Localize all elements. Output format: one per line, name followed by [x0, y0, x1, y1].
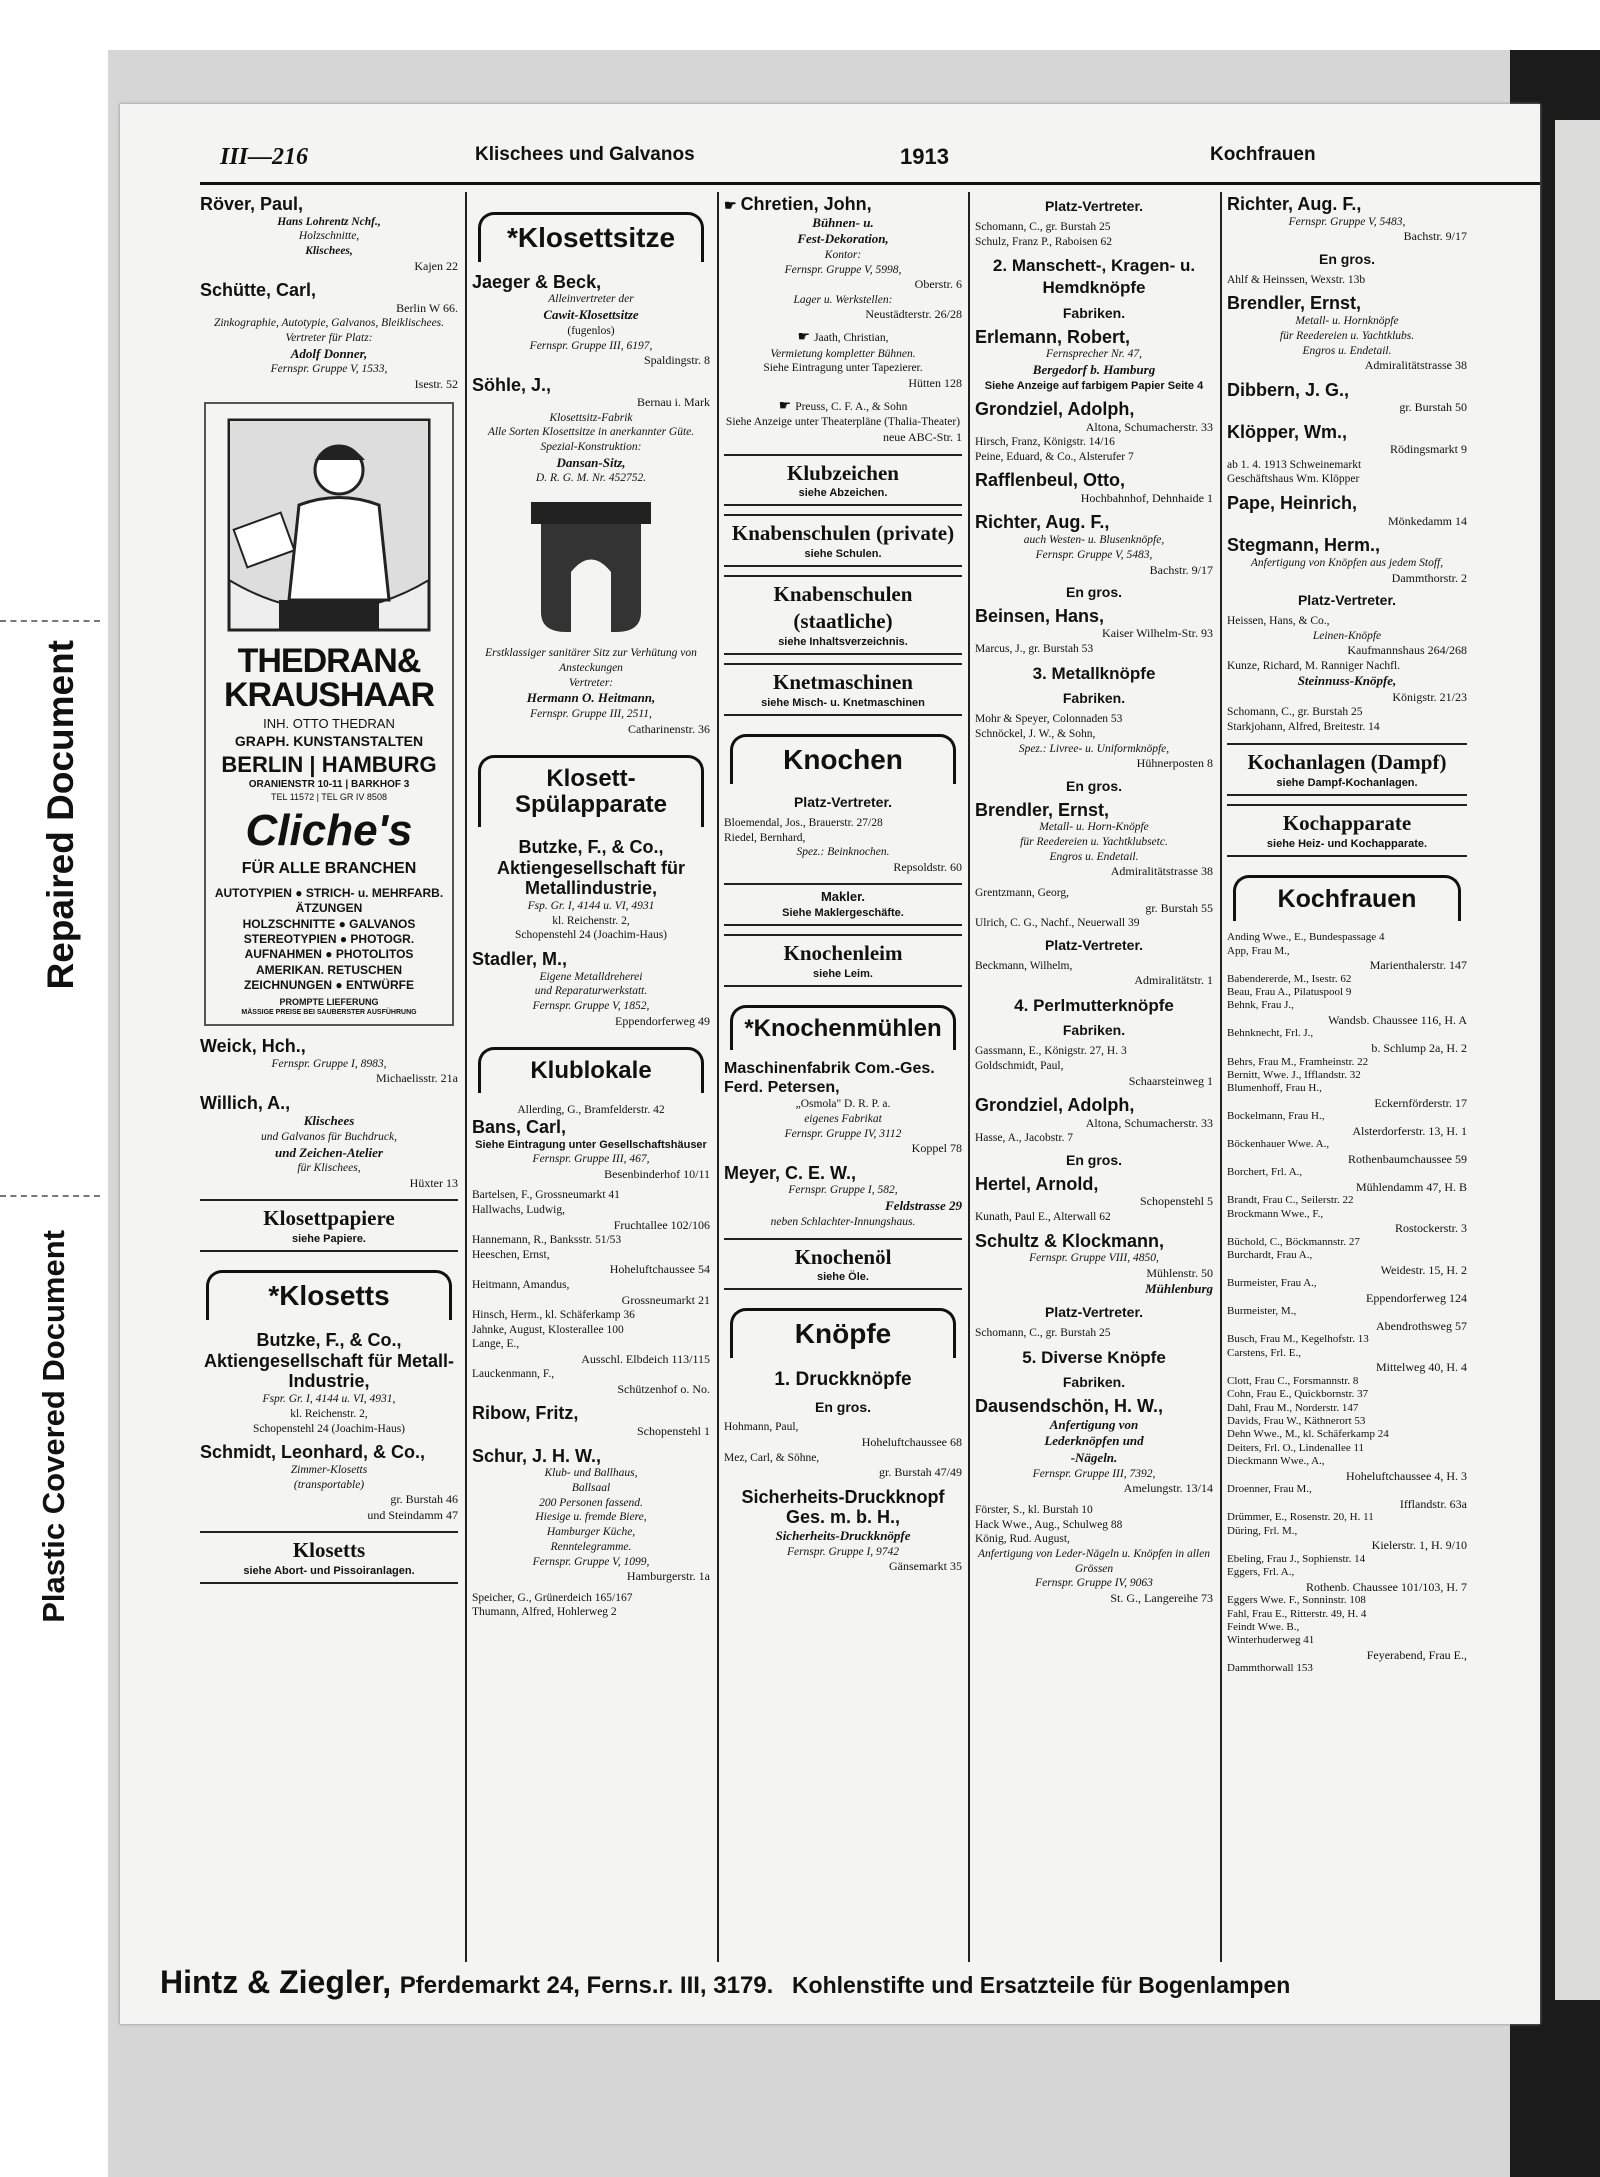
pointing-hand-icon: ☛ [724, 197, 737, 213]
section-box-knochen: Knochen [730, 734, 956, 784]
list-item: Förster, S., kl. Burstah 10 Hack Wwe., Aug., Schulweg 88 König, Rud. August, Anfertigung von Leder-Nägeln u. Knöpfen in allen Grössen Fernspr. Gruppe IV, 9063 St. G., Langereihe 73 [975, 1503, 1213, 1606]
list-item: Butzke, F., & Co., Aktiengesellschaft für Metall-Industrie, Fspr. Gr. I, 4144 u. VI, 4931, kl. Reichenstr. 2, Schopenstehl 24 (Joachim-Haus) [203, 1330, 455, 1435]
column-rule [968, 192, 970, 1962]
document-page [120, 104, 1540, 2024]
list-item: Erlemann, Robert, Fernsprecher Nr. 47, Bergedorf b. Hamburg Siehe Anzeige auf farbigem Papier Seite 4 [975, 326, 1204, 392]
list-item: Dibbern, J. G., gr. Burstah 50 [1227, 379, 1467, 415]
page-number: III—216 [220, 144, 309, 170]
list-item: Grentzmann, Georg, gr. Burstah 55 Ulrich, C. G., Nachf., Neuerwall 39 [975, 886, 1213, 929]
footer-company: Hintz & Ziegler, [160, 1964, 392, 2000]
list-item: Pape, Heinrich, Mönkedamm 14 [1227, 493, 1467, 528]
section-box-knoepfe: Knöpfe [730, 1308, 956, 1358]
list-item: Mohr & Speyer, Colonnaden 53 Schnöckel, J. W., & Sohn, Spez.: Livree- u. Uniformknöpfe, Hühnerposten 8 [975, 713, 1213, 771]
column-1 [200, 194, 458, 1954]
list-item: Jaeger & Beck, Alleinvertreter der Cawit-Klosettsitze (fugenlos) Fernspr. Gruppe III, 6197, Spaldingstr. 8 [472, 271, 710, 368]
list-item: Stegmann, Herm., Anfertigung von Knöpfen aus jedem Stoff, Dammthorstr. 2 [1227, 535, 1467, 585]
list-item: Hohmann, Paul, Hoheluftchaussee 68 Mez, Carl, & Söhne, gr. Burstah 47/49 [724, 1421, 962, 1480]
section-knochenoel: Knochenöl siehe Öle. [724, 1238, 962, 1291]
column-3: ☛ Chretien, John, Bühnen- u. Fest-Dekoration, Kontor: Fernspr. Gruppe V, 5998, Oberstr. 6 Lager u. Werkstellen: Neustädterstr. 26/28 ☛ Jaath, Christian, Vermietung kompletter Bühnen. Siehe Eintragung unter Tapezierer. Hütten 128 ☛ Preuss, C. F. A., & Sohn Siehe Anzeige unter Theaterpläne (Thalia-Theater) neue ABC-Str. 1 Klubzeichen siehe Abzeichen. Knabenschulen (private) siehe Schulen. Knabenschulen (staatliche) siehe Inhaltsverzeichnis. Knetmaschinen siehe Misch- u. Knetmaschinen Knochen Platz-Vertreter. Bloemendal, Jos., Brauerstr. 27/28 Riedel, Bernhard, Spez.: Beinknochen. Repsoldstr. 60 Makler. Siehe Maklergeschäfte. Knochenleim siehe Leim. *Knochenmühlen Maschinenfabrik Com.-Ges. Ferd. Petersen, „Osmola" D. R. P. a. eigenes Fabrikat Fernspr. Gruppe IV, 3112 Koppel 78 Meyer, C. E. W., Fernspr. Gruppe I, 582, Feldstrasse 29 neben Schlachter-Innungshaus. Knochenöl siehe Öle. Knöpfe 1. Druckknöpfe En gros. Hohmann, Paul, Hoheluftchaussee 68 Mez, Carl, & Söhne, gr. Burstah 47/49 Sicherheits-Druckknopf Ges. m. b. H., Sicherheits-Druckknöpfe Fernspr. Gruppe I, 9742 Gänsemarkt 35 [724, 194, 962, 1574]
list-item: Ahlf & Heinssen, Wexstr. 13b [1227, 273, 1366, 286]
page-header [200, 144, 1530, 174]
list-item: Bloemendal, Jos., Brauerstr. 27/28 Riedel, Bernhard, Spez.: Beinknochen. Repsoldstr. 60 [724, 816, 962, 875]
list-item: Schultz & Klockmann, Fernspr. Gruppe VIII, 4850, Mühlenstr. 50 Mühlenburg [975, 1230, 1213, 1297]
plastic-covered-label: Plastic Covered Document [36, 1230, 71, 1623]
section-kochanlagen: Kochanlagen (Dampf) siehe Dampf-Kochanlagen. [1227, 743, 1467, 796]
column-rule [717, 192, 719, 1962]
list-item: Allerding, G., Bramfelderstr. 42 [517, 1103, 665, 1116]
list-item: Schomann, C., gr. Burstah 25 Schulz, Franz P., Raboisen 62 [975, 220, 1113, 248]
list-item: Richter, Aug. F., Fernspr. Gruppe V, 5483, Bachstr. 9/17 [1227, 194, 1467, 244]
section-box-klosett-spuelapparate: Klosett-Spülapparate [478, 755, 704, 827]
list-item: Schur, J. H. W., Klub- und Ballhaus, Ballsaal 200 Personen fassend. Hiesige u. fremde Biere, Hamburger Küche, Renntelegramme. Fernspr. Gruppe V, 1099, Hamburgerstr. 1a [472, 1445, 710, 1584]
section-box-klosetts: *Klosetts [206, 1270, 452, 1320]
list-item: Grondziel, Adolph, Altona, Schumacherstr. 33 Hasse, A., Jacobstr. 7 [975, 1095, 1213, 1145]
section-makler: Makler. Siehe Maklergeschäfte. [724, 883, 962, 926]
section-klosettpapiere: Klosettpapiere siehe Papiere. [200, 1199, 458, 1252]
header-right: Kochfrauen [1210, 144, 1316, 165]
section-klosetts: Klosetts siehe Abort- und Pissoiranlagen. [200, 1531, 458, 1584]
pointing-hand-icon: ☛ [778, 398, 792, 414]
section-knochenleim: Knochenleim siehe Leim. [724, 934, 962, 987]
list-item: ☛ Chretien, John, Bühnen- u. Fest-Dekoration, Kontor: Fernspr. Gruppe V, 5998, Oberstr. 6 Lager u. Werkstellen: Neustädterstr. 26/28 [724, 194, 962, 322]
column-rule [1220, 192, 1222, 1962]
list-item: Beckmann, Wilhelm, Admiralitätstr. 1 [975, 959, 1213, 988]
list-item: Sicherheits-Druckknopf Ges. m. b. H., Sicherheits-Druckknöpfe Fernspr. Gruppe I, 9742 Gänsemarkt 35 [741, 1486, 962, 1574]
list-item: Weick, Hch., Fernspr. Gruppe I, 8983, Michaelisstr. 21a [200, 1035, 458, 1086]
list-item: Gassmann, E., Königstr. 27, H. 3 Goldschmidt, Paul, Schaarsteinweg 1 [975, 1045, 1213, 1088]
section-box-klublokale: Klublokale [478, 1047, 704, 1092]
list-item: Klöpper, Wm., Rödingsmarkt 9 ab 1. 4. 1913 Schweinemarkt Geschäftshaus Wm. Klöpper [1227, 421, 1467, 486]
column-2 [472, 194, 710, 1954]
list-item: Stadler, M., Eigene Metalldreherei und Reparaturwerkstatt. Fernspr. Gruppe V, 1852, Eppendorferweg 49 [472, 949, 710, 1028]
reader-illustration [219, 410, 439, 640]
column-4: Platz-Vertreter. Schomann, C., gr. Burstah 25 Schulz, Franz P., Raboisen 62 2. Manschett-, Kragen- u. Hemdknöpfe Fabriken. Erlemann, Robert, Fernsprecher Nr. 47, Bergedorf b. Hamburg Siehe Anzeige auf farbigem Papier Seite 4 Grondziel, Adolph, Altona, Schumacherstr. 33 Hirsch, Franz, Königstr. 14/16 Peine, Eduard, & Co., Alsterufer 7 Rafflenbeul, Otto, Hochbahnhof, Dehnhaide 1 Richter, Aug. F., auch Westen- u. Blusenknöpfe, Fernspr. Gruppe V, 5483, Bachstr. 9/17 En gros. Beinsen, Hans, Kaiser Wilhelm-Str. 93 Marcus, J., gr. Burstah 53 3. Metallknöpfe Fabriken. Mohr & Speyer, Colonnaden 53 Schnöckel, J. W., & Sohn, Spez.: Livree- u. Uniformknöpfe, Hühnerposten 8 En gros. Brendler, Ernst, Metall- u. Horn-Knöpfe für Reedereien u. Yachtklubsetc. Engros u. Endetail. Admiralitätstrasse 38 Grentzmann, Georg, gr. Burstah 55 Ulrich, C. G., Nachf., Neuerwall 39 Platz-Vertreter. Beckmann, Wilhelm, Admiralitätstr. 1 4. Perlmutterknöpfe Fabriken. Gassmann, E., Königstr. 27, H. 3 Goldschmidt, Paul, Schaarsteinweg 1 Grondziel, Adolph, Altona, Schumacherstr. 33 Hasse, A., Jacobstr. 7 En gros. Hertel, Arnold, Schopenstehl 5 Kunath, Paul E., Alterwall 62 Schultz & Klockmann, Fernspr. Gruppe VIII, 4850, Mühlenstr. 50 Mühlenburg Platz-Vertreter. Schomann, C., gr. Burstah 25 5. Diverse Knöpfe Fabriken. Dausendschön, H. W., Anfertigung von Lederknöpfen und -Nägeln. Fernspr. Gruppe III, 7392, Amelungstr. 13/14 Förster, S., kl. Burstah 10 Hack Wwe., Aug., Schulweg 88 König, Rud. August, Anfertigung von Leder-Nägeln u. Knöpfen in allen Grössen Fernspr. Gruppe IV, 9063 St. G., Langereihe 73 [975, 198, 1213, 1606]
list-item: Rafflenbeul, Otto, Hochbahnhof, Dehnhaide 1 [975, 470, 1213, 506]
header-section: Klischees und Galvanos [475, 144, 695, 165]
header-rule [200, 182, 1540, 185]
list-item: Willich, A., Klischees und Galvanos für Buchdruck, und Zeichen-Atelier für Klischees, Hüxter 13 [200, 1092, 458, 1190]
list-item: Beinsen, Hans, Kaiser Wilhelm-Str. 93 Marcus, J., gr. Burstah 53 [975, 605, 1213, 655]
pointing-hand-icon: ☛ [797, 329, 811, 345]
section-knabenschulen-private: Knabenschulen (private) siehe Schulen. [724, 514, 962, 567]
section-knabenschulen-staatliche: Knabenschulen (staatliche) siehe Inhaltsverzeichnis. [724, 575, 962, 655]
list-item: Richter, Aug. F., auch Westen- u. Blusenknöpfe, Fernspr. Gruppe V, 5483, Bachstr. 9/17 [975, 512, 1213, 577]
list-item: Schmidt, Leonhard, & Co., Zimmer-Klosetts (transportable) gr. Burstah 46 und Steindamm 47 [200, 1442, 458, 1522]
section-box-klosettsitze: *Klosettsitze [478, 212, 704, 262]
list-item: Schütte, Carl, Berlin W 66. Zinkographie, Autotypie, Galvanos, Bleiklischees. Vertreter für Platz: Adolf Donner, Fernspr. Gruppe V, 1533, Isestr. 52 [200, 280, 458, 392]
section-box-knochenmuehlen: *Knochenmühlen [730, 1005, 956, 1050]
dash-marker-top [0, 620, 100, 622]
club-list: Bartelsen, F., Grossneumarkt 41 Hallwachs, Ludwig, Fruchtallee 102/106 Hannemann, R., Banksstr. 51/53 Heeschen, Ernst, Hoheluftchaussee 54 Heitmann, Amandus, Grossneumarkt 21 Hinsch, Herm., kl. Schäferkamp 36 Jahnke, August, Klosterallee 100 Lange, E., Ausschl. Elbdeich 113/115 Lauckenmann, F., Schützenhof o. No. [472, 1189, 710, 1397]
section-knetmaschinen: Knetmaschinen siehe Misch- u. Knetmaschinen [724, 663, 962, 716]
toilet-seat-illustration [472, 492, 710, 646]
footer-products: Kohlenstifte und Ersatzteile für Bogenlampen [791, 1972, 1291, 1998]
dash-marker-bottom [0, 1195, 100, 1197]
page-footer [160, 1964, 1540, 2008]
list-item: Butzke, F., & Co., Aktiengesellschaft für Metallindustrie, Fsp. Gr. I, 4144 u. VI, 4931 kl. Reichenstr. 2, Schopenstehl 24 (Joachim-Haus) [496, 836, 686, 942]
column-rule [465, 192, 467, 1962]
list-item: Schomann, C., gr. Burstah 25 [975, 1326, 1111, 1339]
kochfrauen-list: Anding Wwe., E., Bundespassage 4 App, Frau M., Marienthalerstr. 147 Babendererde, M., Isestr. 62 Beau, Frau A., Pilatuspool 9 Behnk, Frau J., Wandsb. Chaussee 116, H. A Behnknecht, Frl. J., b. Schlump 2a, H. 2 Behrs, Frau M., Framheinstr. 22 Bernitt, Wwe. J., Ifflandstr. 32 Blumenhoff, Frau H., Eckernförderstr. 17 Bockelmann, Frau H., Alsterdorferstr. 13, H. 1 Böckenhauer Wwe. A., Rothenbaumchaussee 59 Borchert, Frl. A., Mühlendamm 47, H. B Brandt, Frau C., Seilerstr. 22 Brockmann Wwe., F., Rostockerstr. 3 Büchold, C., Böckmannstr. 27 Burchardt, Frau A., Weidestr. 15, H. 2 Burmeister, Frau A., Eppendorferweg 124 Burmeister, M., Abendrothsweg 57 Busch, Frau M., Kegelhofstr. 13 Carstens, Frl. E., Mittelweg 40, H. 4 Clott, Frau C., Forsmannstr. 8 Cohn, Frau E., Quickbornstr. 37 Dahl, Frau M., Norderstr. 147 Davids, Frau W., Käthnerort 53 Dehn Wwe., M., kl. Schäferkamp 24 Deiters, Frl. O., Lindenallee 11 Dieckmann Wwe., A., Hoheluftchaussee 4, H. 3 Droenner, Frau M., Ifflandstr. 63a Drümmer, E., Rosenstr. 20, H. 11 Düring, Frl. M., Kielerstr. 1, H. 9/10 Ebeling, Frau J., Sophienstr. 14 Eggers, Frl. A., Rothenb. Chaussee 101/103, H. 7 Eggers Wwe. F., Sonninstr. 108 Fahl, Frau E., Ritterstr. 49, H. 4 Feindt Wwe. B., Winterhuderweg 41 Feyerabend, Frau E., Dammthorwall 153 [1227, 931, 1467, 1675]
list-item: Brendler, Ernst, Metall- u. Hornknöpfe für Reedereien u. Yachtklubs. Engros u. Endetail. Admiralitätstrasse 38 [1227, 293, 1467, 373]
list-item: Hertel, Arnold, Schopenstehl 5 Kunath, Paul E., Alterwall 62 [975, 1173, 1213, 1223]
repaired-document-label: Repaired Document [40, 640, 81, 990]
footer-address: Pferdemarkt 24, Ferns.r. III, 3179. [399, 1972, 774, 1999]
column-5: Richter, Aug. F., Fernspr. Gruppe V, 5483, Bachstr. 9/17 En gros. Ahlf & Heinssen, Wexstr. 13b Brendler, Ernst, Metall- u. Hornknöpfe für Reedereien u. Yachtklubs. Engros u. Endetail. Admiralitätstrasse 38 Dibbern, J. G., gr. Burstah 50 Klöpper, Wm., Rödingsmarkt 9 ab 1. 4. 1913 Schweinemarkt Geschäftshaus Wm. Klöpper Pape, Heinrich, Mönkedamm 14 Stegmann, Herm., Anfertigung von Knöpfen aus jedem Stoff, Dammthorstr. 2 Platz-Vertreter. Heissen, Hans, & Co., Leinen-Knöpfe Kaufmannshaus 264/268 Kunze, Richard, M. Ranniger Nachfl. Steinnuss-Knöpfe, Königstr. 21/23 Schomann, C., gr. Burstah 25 Starkjohann, Alfred, Breitestr. 14 Kochanlagen (Dampf) siehe Dampf-Kochanlagen. Kochapparate siehe Heiz- und Kochapparate. Kochfrauen Anding Wwe., E., Bundespassage 4 App, Frau M., Marienthalerstr. 147 Babendererde, M., Isestr. 62 Beau, Frau A., Pilatuspool 9 Behnk, Frau J., Wandsb. Chaussee 116, H. A Behnknecht, Frl. J., b. Schlump 2a, H. 2 Behrs, Frau M., Framheinstr. 22 Bernitt, Wwe. J., Ifflandstr. 32 Blumenhoff, Frau H., Eckernförderstr. 17 Bockelmann, Frau H., Alsterdorferstr. 13, H. 1 Böckenhauer Wwe. A., Rothenbaumchaussee 59 Borchert, Frl. A., Mühlendamm 47, H. B Brandt, Frau C., Seilerstr. 22 Brockmann Wwe., F., Rostockerstr. 3 Büchold, C., Böckmannstr. 27 Burchardt, Frau A., Weidestr. 15, H. 2 Burmeister, Frau A., Eppendorferweg 124 Burmeister, M., Abendrothsweg 57 Busch, Frau M., Kegelhofstr. 13 Carstens, Frl. E., Mittelweg 40, H. 4 Clott, Frau C., Forsmannstr. 8 Cohn, Frau E., Quickbornstr. 37 Dahl, Frau M., Norderstr. 147 Davids, Frau W., Käthnerort 53 Dehn Wwe., M., kl. Schäferkamp 24 Deiters, Frl. O., Lindenallee 11 Dieckmann Wwe., A., Hoheluftchaussee 4, H. 3 Droenner, Frau M., Ifflandstr. 63a Drümmer, E., Rosenstr. 20, H. 11 Düring, Frl. M., Kielerstr. 1, H. 9/10 Ebeling, Frau J., Sophienstr. 14 Eggers, Frl. A., Rothenb. Chaussee 101/103, H. 7 Eggers Wwe. F., Sonninstr. 108 Fahl, Frau E., Ritterstr. 49, H. 4 Feindt Wwe. B., Winterhuderweg 41 Feyerabend, Frau E., Dammthorwall 153 [1227, 194, 1467, 1675]
list-item: Ribow, Fritz, Schopenstehl 1 [472, 1403, 710, 1439]
club-list-2: Speicher, G., Grünerdeich 165/167 Thumann, Alfred, Hohlerweg 2 [472, 1591, 633, 1619]
next-page-edge [1555, 120, 1600, 2000]
sidebar [0, 0, 108, 2177]
list-item: Röver, Paul, Hans Lohrentz Nchf., Holzschnitte, Klischees, Kajen 22 [200, 194, 458, 273]
list-item: ☛ Jaath, Christian, Vermietung kompletter Bühnen. Siehe Eintragung unter Tapezierer. Hütten 128 [763, 329, 962, 391]
header-year: 1913 [900, 144, 949, 169]
section-kochapparate: Kochapparate siehe Heiz- und Kochapparate. [1227, 804, 1467, 857]
list-item: Dausendschön, H. W., Anfertigung von Lederknöpfen und -Nägeln. Fernspr. Gruppe III, 7392, Amelungstr. 13/14 [975, 1396, 1213, 1496]
list-item: Bans, Carl, Siehe Eintragung unter Gesellschaftshäuser Fernspr. Gruppe III, 467, Besenbinderhof 10/11 [472, 1117, 710, 1181]
list-item: Heissen, Hans, & Co., Leinen-Knöpfe Kaufmannshaus 264/268 Kunze, Richard, M. Ranniger Nachfl. Steinnuss-Knöpfe, Königstr. 21/23 Schomann, C., gr. Burstah 25 Starkjohann, Alfred, Breitestr. 14 [1227, 614, 1467, 734]
thedran-kraushaar-advertisement: THEDRAN& KRAUSHAAR INH. OTTO THEDRAN GRAPH. KUNSTANSTALTEN BERLIN | HAMBURG ORANIENSTR 10-11 | BARKHOF 3 TEL 11572 | TEL GR IV 8508 Cliche's FÜR ALLE BRANCHEN AUTOTYPIEN ● STRICH- u. MEHRFARB. ÄTZUNGEN HOLZSCHNITTE ● GALVANOS STEREOTYPIEN ● PHOTOGR. AUFNAHMEN ● PHOTOLITOS AMERIKAN. RETUSCHEN ZEICHNUNGEN ● ENTWÜRFE PROMPTE LIEFERUNG MÄSSIGE PREISE BEI SAUBERSTER AUSFÜHRUNG [204, 402, 454, 1025]
list-item: Meyer, C. E. W., Fernspr. Gruppe I, 582, Feldstrasse 29 neben Schlachter-Innungshaus. [724, 1162, 962, 1228]
list-item: Grondziel, Adolph, Altona, Schumacherstr. 33 Hirsch, Franz, Königstr. 14/16 Peine, Eduard, & Co., Alsterufer 7 [975, 398, 1213, 463]
section-klubzeichen: Klubzeichen siehe Abzeichen. [724, 454, 962, 507]
list-item: ☛ Preuss, C. F. A., & Sohn Siehe Anzeige unter Theaterpläne (Thalia-Theater) neue ABC-Str. 1 [725, 398, 962, 445]
section-box-kochfrauen: Kochfrauen [1233, 875, 1461, 922]
list-item: Maschinenfabrik Com.-Ges. Ferd. Petersen, „Osmola" D. R. P. a. eigenes Fabrikat Fernspr. Gruppe IV, 3112 Koppel 78 [724, 1060, 962, 1156]
list-item: Söhle, J., Bernau i. Mark Klosettsitz-Fabrik Alle Sorten Klosettsitze in anerkannter Güte. Spezial-Konstruktion: Dansan-Sitz, D. R. G. M. Nr. 452752. [472, 374, 710, 485]
list-item: Erstklassiger sanitärer Sitz zur Verhütung von Ansteckungen Vertreter: Hermann O. Heitmann, Fernspr. Gruppe III, 2511, Catharinenstr. 36 [485, 647, 710, 736]
list-item: Brendler, Ernst, Metall- u. Horn-Knöpfe für Reedereien u. Yachtklubsetc. Engros u. Endetail. Admiralitätstrasse 38 [975, 799, 1213, 879]
